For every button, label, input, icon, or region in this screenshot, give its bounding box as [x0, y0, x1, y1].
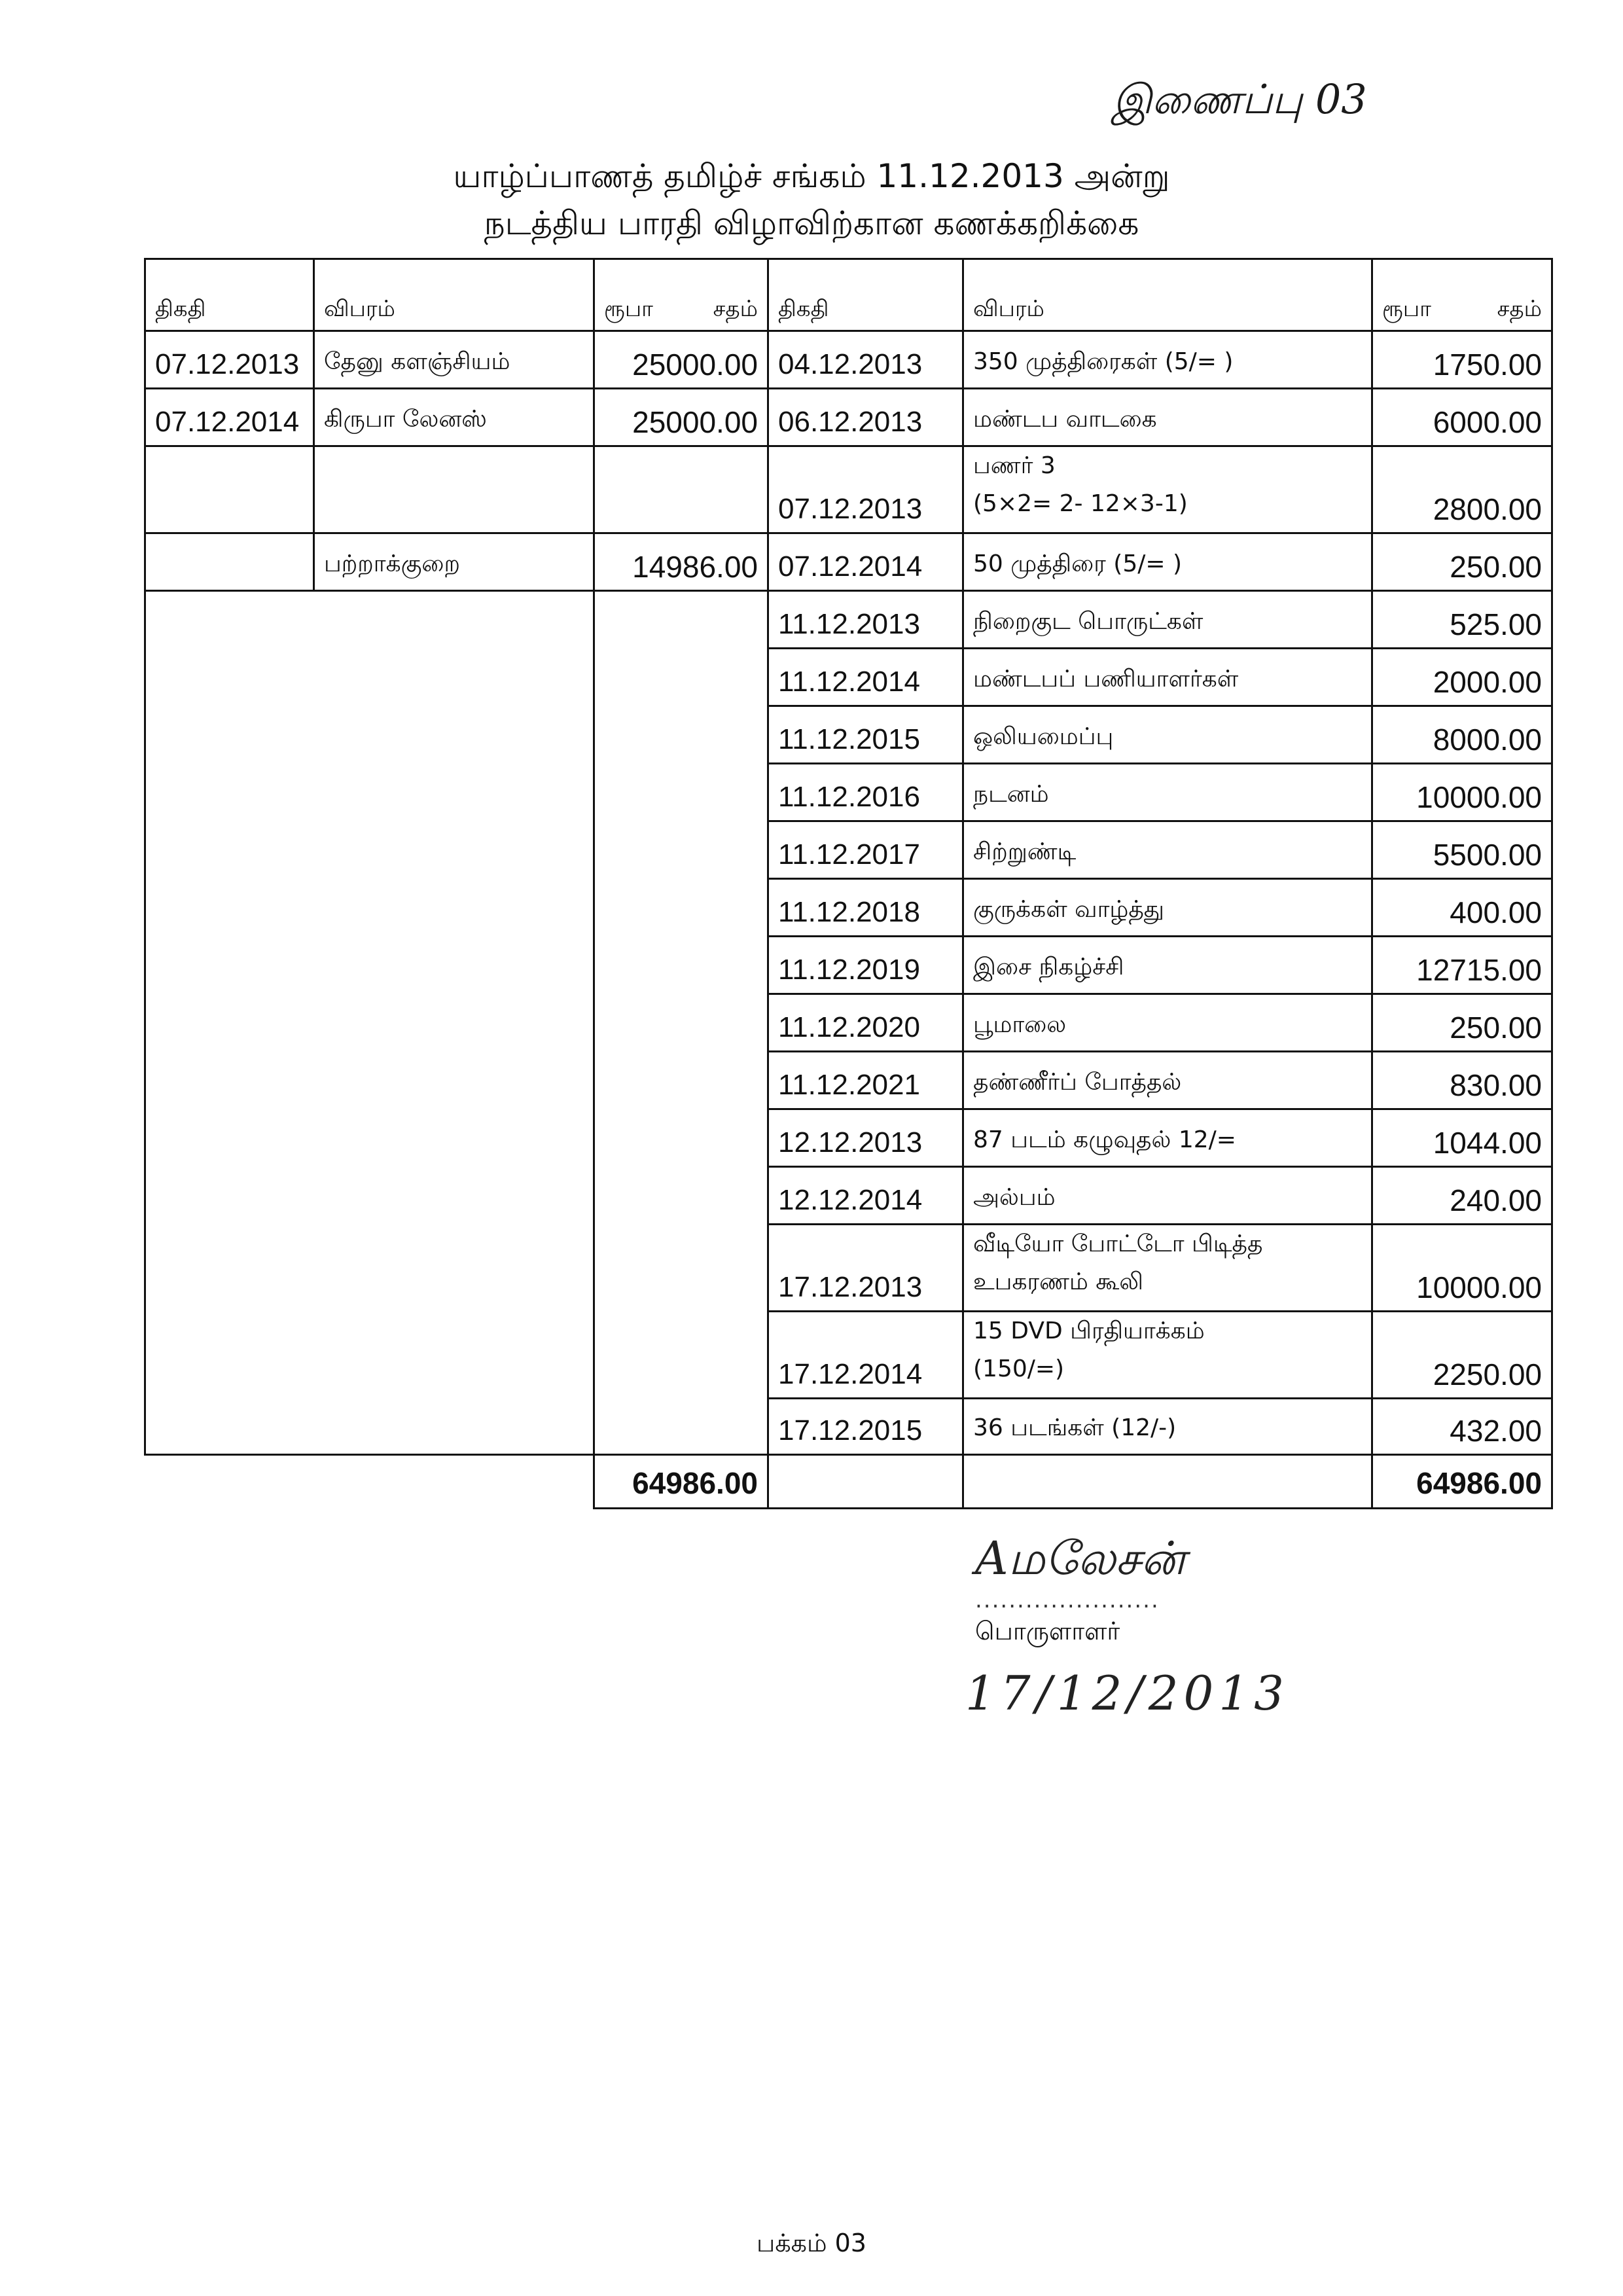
income-date [145, 533, 314, 591]
expense-amount: 2250.00 [1372, 1312, 1552, 1399]
income-amount [594, 446, 768, 533]
expense-date: 12.12.2013 [768, 1109, 963, 1167]
header-income-rupees: ரூபா [604, 296, 653, 322]
document-title-line-2: நடத்திய பாரதி விழாவிற்கான கணக்கறிக்கை [484, 204, 1139, 242]
expense-date: 06.12.2013 [768, 389, 963, 446]
expense-amount: 432.00 [1372, 1399, 1552, 1455]
expense-amount: 525.00 [1372, 591, 1552, 649]
expense-amount: 250.00 [1372, 994, 1552, 1052]
income-details: பற்றாக்குறை [314, 533, 594, 591]
income-date [145, 446, 314, 533]
header-expense-cents: சதம் [1497, 296, 1542, 322]
expense-amount: 1044.00 [1372, 1109, 1552, 1167]
income-date: 07.12.2014 [145, 389, 314, 446]
expense-amount: 2000.00 [1372, 649, 1552, 706]
expenditure-total: 64986.00 [1372, 1455, 1552, 1509]
expense-date: 11.12.2016 [768, 764, 963, 821]
expense-amount: 8000.00 [1372, 706, 1552, 764]
expense-details: தண்ணீர்ப் போத்தல் [963, 1052, 1372, 1109]
expense-details: குருக்கள் வாழ்த்து [963, 879, 1372, 937]
table-header-row [145, 259, 1552, 331]
expense-details: அல்பம் [963, 1167, 1372, 1225]
header-income-details: விபரம் [314, 259, 594, 331]
expense-details: நடனம் [963, 764, 1372, 821]
income-details: தேனு களஞ்சியம் [314, 331, 594, 389]
expense-amount: 2800.00 [1372, 446, 1552, 533]
header-expense-rupees: ரூபா [1382, 296, 1431, 322]
income-details: கிருபா லேனஸ் [314, 389, 594, 446]
income-total: 64986.00 [594, 1455, 768, 1509]
expense-date: 17.12.2013 [768, 1225, 963, 1312]
document-title-line-1: யாழ்ப்பாணத் தமிழ்ச் சங்கம் 11.12.2013 அன்று [453, 157, 1170, 195]
expense-details-line-1: பணர் 3 [973, 452, 1056, 479]
expense-amount: 6000.00 [1372, 389, 1552, 446]
expense-details: நிறைகுட பொருட்கள் [963, 591, 1372, 649]
annexure-mark: இணைப்பு 03 [1113, 75, 1367, 123]
expense-details [963, 446, 1372, 533]
expense-details: 50 முத்திரை (5/= ) [963, 533, 1372, 591]
expense-amount: 240.00 [1372, 1167, 1552, 1225]
expense-details: 87 படம் கழுவுதல் 12/= [963, 1109, 1372, 1167]
totals-date-blank [768, 1455, 963, 1509]
table-row [145, 446, 1552, 533]
header-income-date: திகதி [145, 259, 314, 331]
table-row [145, 533, 1552, 591]
income-amount: 14986.00 [594, 533, 768, 591]
expense-date: 11.12.2013 [768, 591, 963, 649]
expense-date: 17.12.2015 [768, 1399, 963, 1455]
table-row [145, 591, 1552, 649]
header-expense-date: திகதி [768, 259, 963, 331]
expense-details: பூமாலை [963, 994, 1372, 1052]
expense-details: இசை நிகழ்ச்சி [963, 937, 1372, 994]
expense-date: 12.12.2014 [768, 1167, 963, 1225]
expense-date: 11.12.2017 [768, 821, 963, 879]
treasurer-label: பொருளாளர் [975, 1617, 1120, 1645]
signature-dotted-line: ...................... [975, 1587, 1160, 1613]
income-amount-blank-area [594, 591, 768, 1455]
expense-details: மண்டப வாடகை [963, 389, 1372, 446]
table-row [145, 331, 1552, 389]
income-amount: 25000.00 [594, 331, 768, 389]
expense-details: 350 முத்திரைகள் (5/= ) [963, 331, 1372, 389]
expense-date: 11.12.2018 [768, 879, 963, 937]
income-amount: 25000.00 [594, 389, 768, 446]
expense-date: 11.12.2015 [768, 706, 963, 764]
totals-spacer [145, 1455, 594, 1509]
expense-date: 07.12.2013 [768, 446, 963, 533]
expense-amount: 5500.00 [1372, 821, 1552, 879]
account-statement-table [144, 258, 1553, 1509]
signature-date: 17/12/2013 [965, 1666, 1289, 1721]
income-date: 07.12.2013 [145, 331, 314, 389]
expense-amount: 12715.00 [1372, 937, 1552, 994]
expense-details: சிற்றுண்டி [963, 821, 1372, 879]
expense-amount: 1750.00 [1372, 331, 1552, 389]
expense-amount: 830.00 [1372, 1052, 1552, 1109]
expense-details: ஒலியமைப்பு [963, 706, 1372, 764]
expense-date: 11.12.2021 [768, 1052, 963, 1109]
totals-details-blank [963, 1455, 1372, 1509]
expense-date: 11.12.2020 [768, 994, 963, 1052]
header-expense-amount [1372, 259, 1552, 331]
expense-amount: 10000.00 [1372, 764, 1552, 821]
expense-amount: 250.00 [1372, 533, 1552, 591]
expense-details-line-2: (5×2= 2- 12×3-1) [973, 490, 1188, 517]
expense-details: மண்டபப் பணியாளர்கள் [963, 649, 1372, 706]
expense-details-line-2: (150/=) [973, 1355, 1065, 1382]
expense-amount: 400.00 [1372, 879, 1552, 937]
expense-details-line-2: உபகரணம் கூலி [973, 1268, 1144, 1295]
expense-date: 07.12.2014 [768, 533, 963, 591]
expense-date: 11.12.2019 [768, 937, 963, 994]
expense-amount: 10000.00 [1372, 1225, 1552, 1312]
expense-date: 04.12.2013 [768, 331, 963, 389]
expense-details-line-1: 15 DVD பிரதியாக்கம் [973, 1318, 1205, 1344]
header-expense-details: விபரம் [963, 259, 1372, 331]
totals-row [145, 1455, 1552, 1509]
expense-details [963, 1312, 1372, 1399]
table-row [145, 389, 1552, 446]
income-blank-area [145, 591, 594, 1455]
expense-date: 17.12.2014 [768, 1312, 963, 1399]
treasurer-signature: Aமலேசன் [975, 1532, 1186, 1585]
expense-details-line-1: வீடியோ போட்டோ பிடித்த [973, 1230, 1263, 1257]
expense-date: 11.12.2014 [768, 649, 963, 706]
page-number: பக்கம் 03 [757, 2229, 866, 2257]
income-details [314, 446, 594, 533]
header-income-cents: சதம் [713, 296, 758, 322]
expense-details: 36 படங்கள் (12/-) [963, 1399, 1372, 1455]
expense-details [963, 1225, 1372, 1312]
header-income-amount [594, 259, 768, 331]
